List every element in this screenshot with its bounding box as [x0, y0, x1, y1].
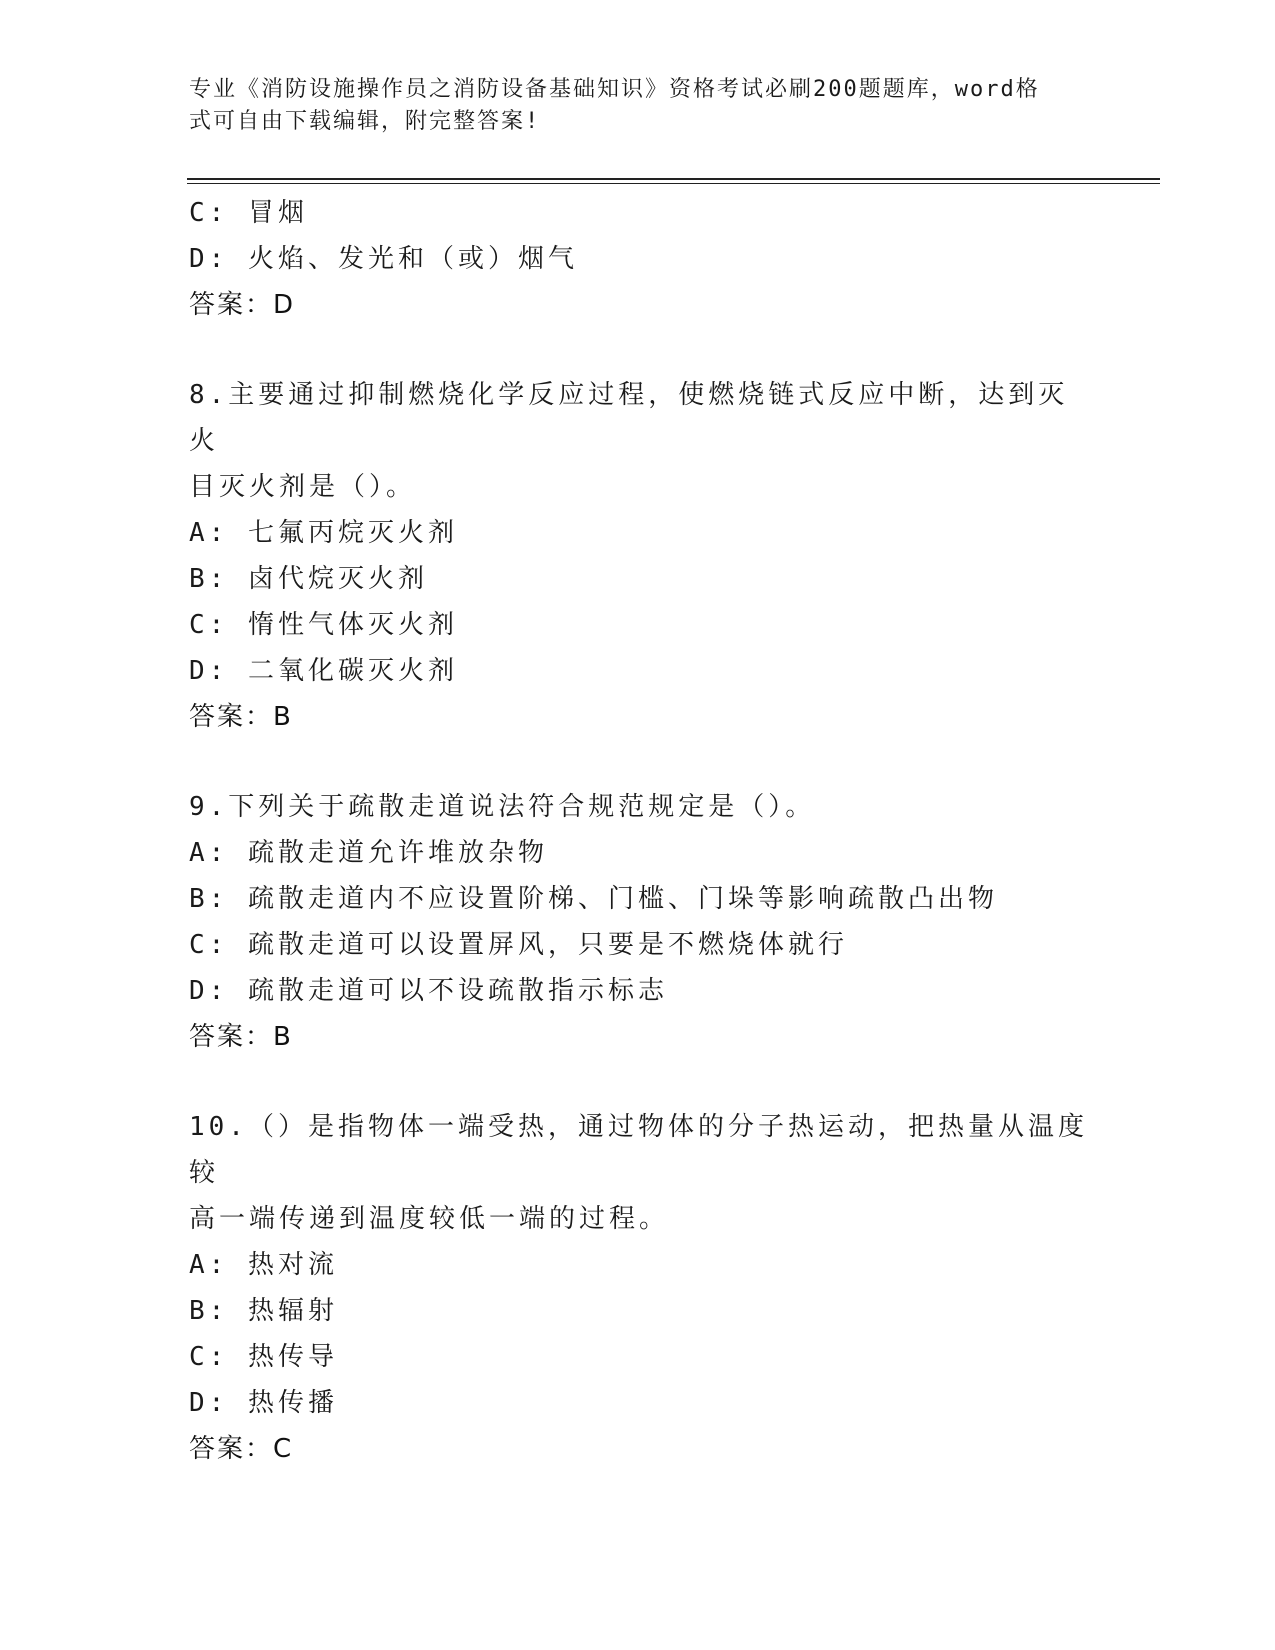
- answer-line: 答案：B: [189, 702, 293, 732]
- answer-line: 答案：D: [189, 290, 296, 320]
- question-stem-line: 8.主要通过抑制燃烧化学反应过程，使燃烧链式反应中断，达到灭火: [189, 380, 1069, 456]
- option-c: C: 热传导: [189, 1342, 338, 1372]
- question-stem-line: 9.下列关于疏散走道说法符合规范规定是（）。: [189, 792, 816, 822]
- option-d: D: 二氧化碳灭火剂: [189, 656, 458, 686]
- question-stem-line: 目灭火剂是（）。: [189, 472, 417, 502]
- option-c: C: 疏散走道可以设置屏风，只要是不燃烧体就行: [189, 930, 848, 960]
- question-10: [189, 1104, 1089, 1472]
- question-stem-line: 10.（）是指物体一端受热，通过物体的分子热运动，把热量从温度较: [189, 1112, 1088, 1188]
- option-d: D: 火焰、发光和（或）烟气: [189, 244, 578, 274]
- option-a: A: 热对流: [189, 1250, 338, 1280]
- option-b: B: 疏散走道内不应设置阶梯、门槛、门垛等影响疏散凸出物: [189, 884, 998, 914]
- question-content: [189, 190, 1089, 1472]
- header-divider-thick: [187, 178, 1160, 180]
- option-a: A: 七氟丙烷灭火剂: [189, 518, 458, 548]
- spacer: [189, 328, 1089, 372]
- option-c: C: 冒烟: [189, 198, 308, 228]
- option-d: D: 热传播: [189, 1388, 338, 1418]
- answer-line: 答案：B: [189, 1022, 293, 1052]
- question-9: [189, 784, 1089, 1060]
- document-header: [189, 74, 1069, 138]
- header-divider-thin: [187, 183, 1160, 184]
- question-stem-line: 高一端传递到温度较低一端的过程。: [189, 1204, 670, 1234]
- header-line-1: 专业《消防设施操作员之消防设备基础知识》资格考试必刷200题题库，word格: [189, 77, 1040, 102]
- spacer: [189, 740, 1089, 784]
- answer-line: 答案：C: [189, 1434, 294, 1464]
- option-b: B: 热辐射: [189, 1296, 338, 1326]
- continued-question: [189, 190, 1089, 328]
- question-8: [189, 372, 1089, 740]
- spacer: [189, 1060, 1089, 1104]
- option-d: D: 疏散走道可以不设疏散指示标志: [189, 976, 668, 1006]
- option-c: C: 惰性气体灭火剂: [189, 610, 458, 640]
- header-line-2: 式可自由下载编辑，附完整答案!: [189, 109, 541, 134]
- option-b: B: 卤代烷灭火剂: [189, 564, 428, 594]
- option-a: A: 疏散走道允许堆放杂物: [189, 838, 548, 868]
